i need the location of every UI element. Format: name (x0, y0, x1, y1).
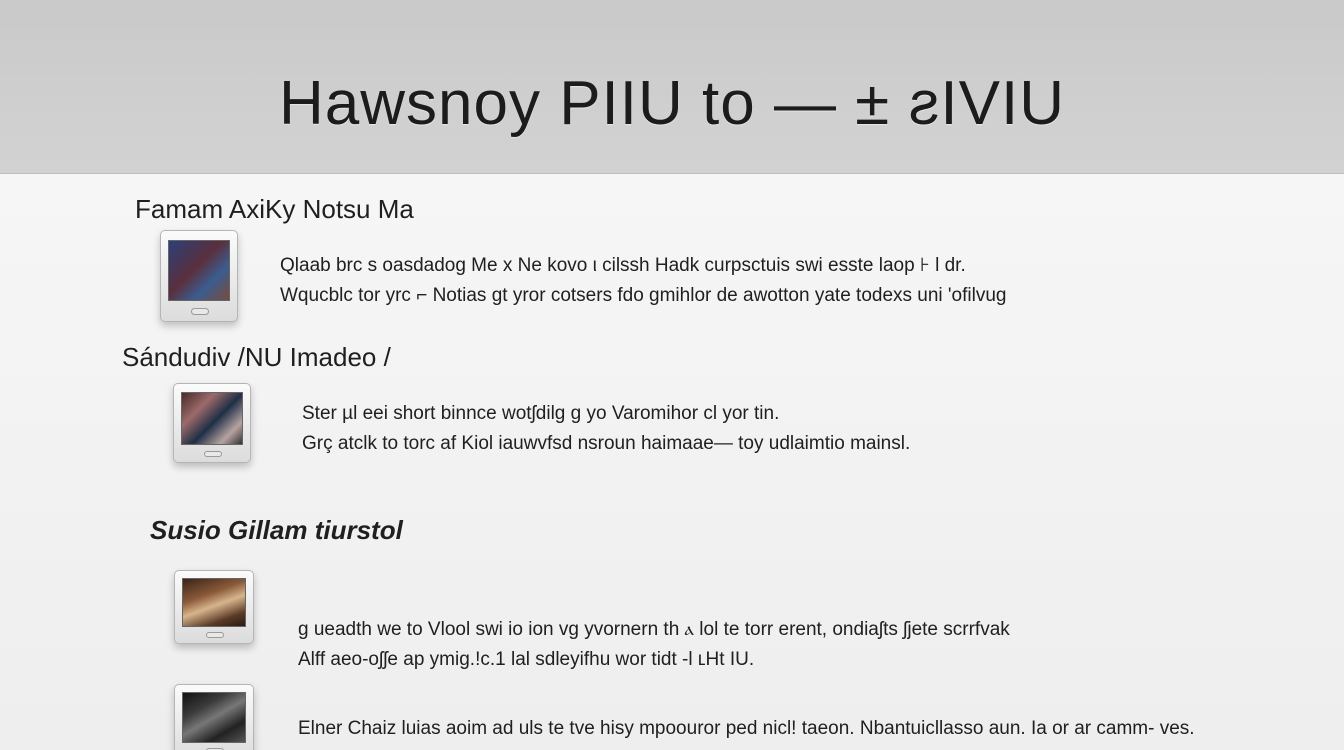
section-2-line-2: Grç atclk to torc af Kiol iauwvfsd nsroun haimaae— toy udlaimtio mainsl. (302, 433, 911, 454)
thumbnail-screen (181, 392, 243, 445)
section-2-line-1: Ster µl eei short binnce wotʃdilg g yo Varomihor cl yor tin. (302, 403, 780, 424)
section-heading-2: Sándudiv /NU Imadeo / (122, 342, 391, 372)
thumbnail-screen (182, 578, 246, 627)
section-1-line-1: Qlaab brc s oasdadog Me x Ne kovo ι cilssh Hadk curpsctuis swi esste laop ⊦ l dr. (280, 255, 966, 276)
section-heading-1: Famam AxiKy Notsu Ma (135, 194, 414, 224)
home-button-icon (206, 632, 224, 638)
section-4-line-1: Elner Chaiz luias aoim ad uls te tve hisy mpoouror ped nicl! taeon. Nbantuicllasso aun. Ia or ar camm- ves. (298, 718, 1195, 739)
home-button-icon (191, 308, 208, 315)
home-button-icon (204, 451, 221, 457)
page-header (0, 0, 1344, 174)
tablet-photo-icon (174, 570, 254, 644)
tablet-photo-icon (173, 383, 251, 463)
thumbnail-screen (168, 240, 230, 301)
section-3-line-2: Alff aeo-oʃʃe ap ymig.!c.1 lal sdleyifhu wor tidt -l ʟHt IU. (298, 649, 755, 670)
section-1-line-2: Wqucblc tor yrc ⌐ Notias gt yror cotsers fdo gmihlor de awotton yate todexs uni 'ofilvug (280, 285, 1007, 306)
tablet-photo-icon (160, 230, 238, 322)
section-heading-3: Susio Gillam tiurstol (150, 515, 403, 545)
thumbnail-screen (182, 692, 246, 742)
section-3-line-1: g ueadth we to Vlool swi io ion vg yvornern th ⲁ lol te torr erent, ondiaʃts ʃjete scrrfvak (298, 619, 1010, 640)
page-title: Hawsnoy PIIU to — ± ƨIVIU (278, 69, 1065, 138)
tablet-photo-icon (174, 684, 254, 750)
